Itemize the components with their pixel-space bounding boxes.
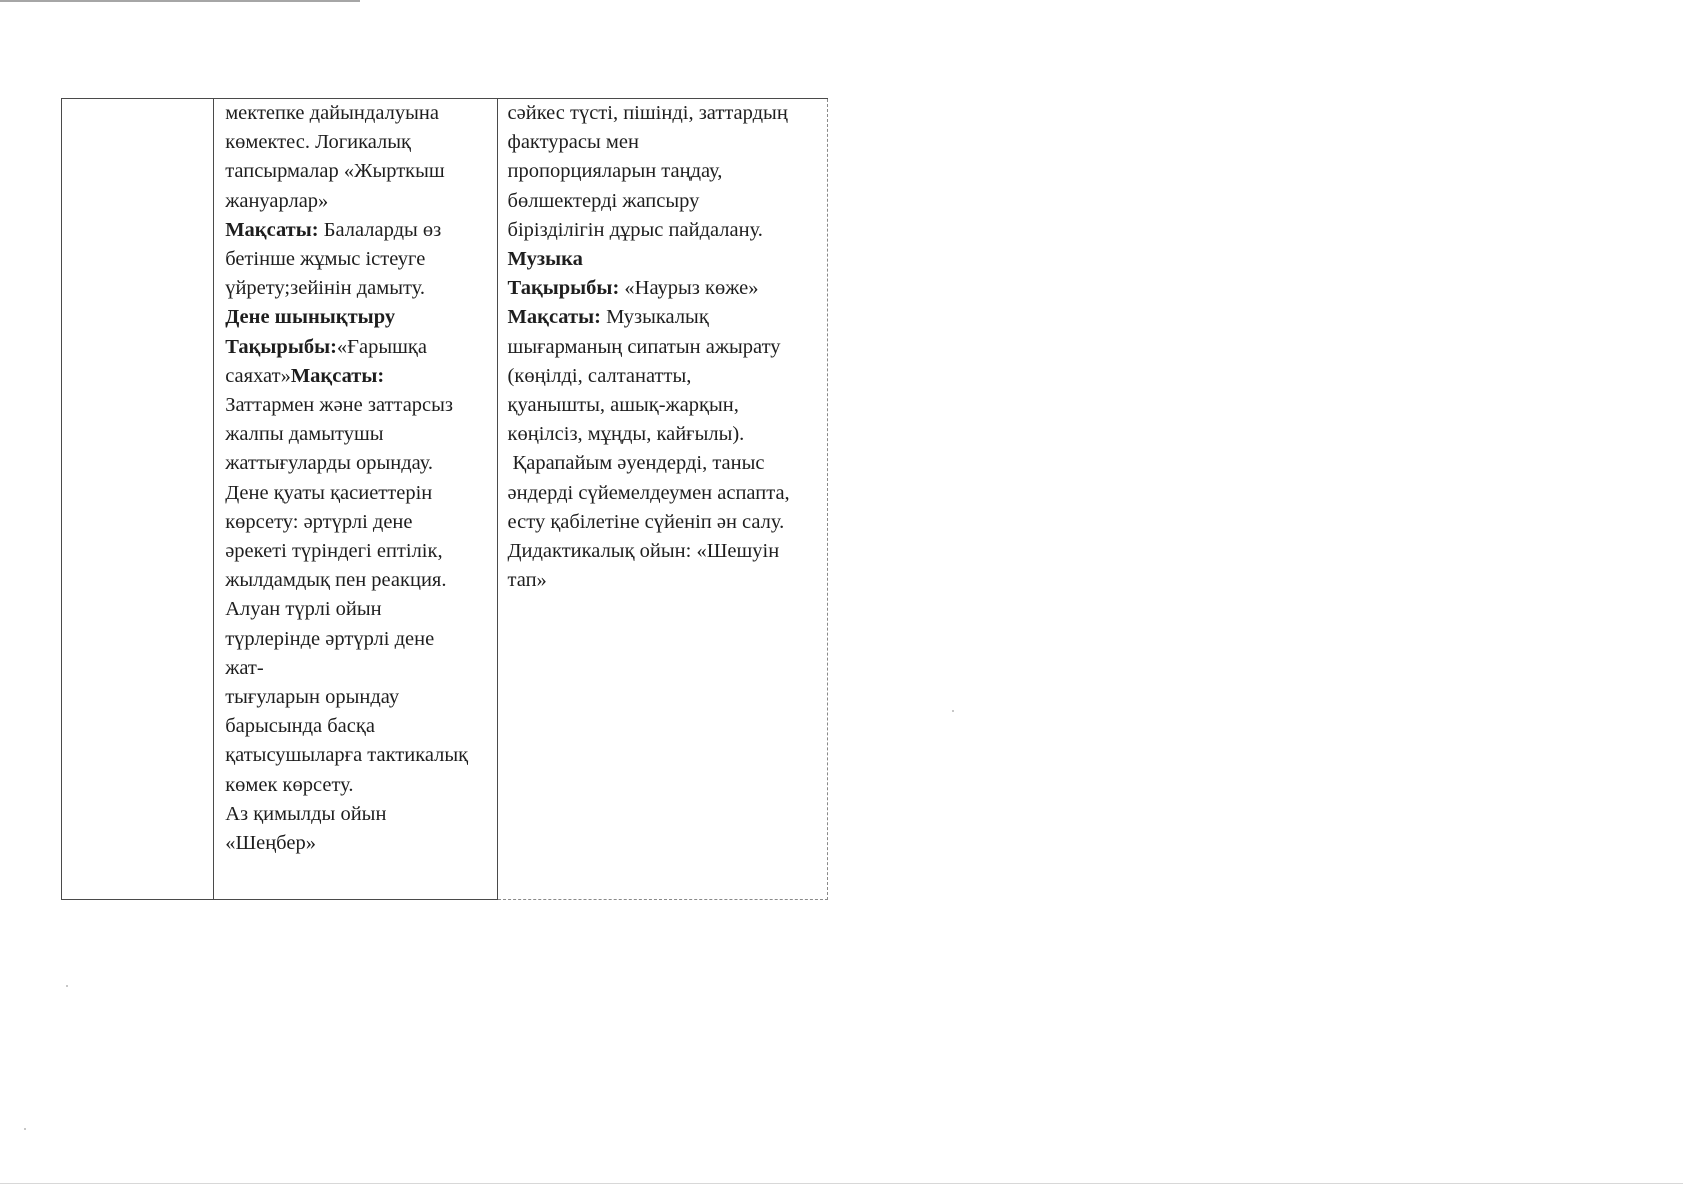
text-line [225,625,492,654]
scan-edge-top [0,0,360,2]
text-line [225,128,492,157]
text-line [225,741,492,770]
text-line [225,391,492,420]
text-fragment: көңілсіз, мұңды, кайғылы). [507,423,745,446]
text-line [225,508,492,537]
text-fragment: Дене қуаты қасиеттерін [225,481,433,504]
text-line [225,362,492,391]
text-line [508,566,825,595]
text-fragment: Қарапайым әуендерді, таныс [512,452,765,475]
text-fragment: пропорцияларын таңдау, [507,160,723,183]
bold-label: Мақсаты: [507,306,601,329]
text-line [508,216,825,245]
music-cell [497,99,827,900]
text-line [225,245,492,274]
text-line [508,245,825,274]
bold-label: Мақсаты: [290,364,385,387]
text-fragment: қуанышты, ашық-жарқын, [507,394,739,417]
text-fragment: жалпы дамытушы [225,423,384,446]
bold-label: Дене шынықтыру [225,306,396,329]
text-fragment: Дидактикалық ойын: «Шешуін [507,540,780,563]
column3-text [498,99,827,595]
table-row [62,99,828,900]
text-fragment: (көңілді, салтанатты, [507,364,692,387]
text-line [225,479,492,508]
text-line [225,654,492,683]
text-line [225,157,492,186]
text-fragment: шығарманың сипатын ажырату [507,335,781,358]
text-fragment: жылдамдық пен реакция. [225,569,447,592]
text-line [225,566,492,595]
scan-speck [66,985,68,987]
text-line [508,187,825,216]
scan-edge-bottom [0,1183,1683,1184]
physical-education-cell [214,99,497,900]
text-fragment: мектепке дайындалуына [225,102,439,124]
bold-label: Мақсаты: [225,218,319,241]
text-line [225,99,492,128]
text-fragment: бетінше жұмыс істеуге [225,248,426,271]
text-fragment: көмек көрсету. [225,773,354,796]
text-fragment: есту қабілетіне сүйеніп ән салу. [507,510,785,533]
bold-label: Музыка [507,248,583,271]
text-fragment: бөлшектерді жапсыру [507,189,700,212]
text-line [508,508,825,537]
text-line [508,157,825,186]
text-fragment: Заттармен және заттарсыз [225,394,454,417]
text-line [225,771,492,800]
text-fragment: әрекеті түріндегі ептілік, [225,540,443,563]
text-line [508,391,825,420]
text-fragment: жаттығуларды орындау. [225,452,434,475]
text-line [225,274,492,303]
text-line [508,128,825,157]
text-line [508,420,825,449]
text-line [508,362,825,391]
text-fragment: бірізділігін дұрыс пайдалану. [507,218,763,241]
text-line [508,303,825,332]
text-fragment: көрсету: әртүрлі дене [225,510,413,533]
text-line [508,99,825,128]
text-fragment: жануарлар» [225,189,329,212]
text-line [225,303,492,332]
text-fragment: Аз қимылды ойын [225,802,387,825]
text-line [225,216,492,245]
text-line [225,420,492,449]
text-fragment: Музыкалық [600,306,709,329]
text-line [508,479,825,508]
text-line [508,333,825,362]
text-fragment: қатысушыларға тактикалық [225,744,469,767]
text-fragment: «Шеңбер» [225,832,316,855]
bold-label: Тақырыбы: [507,277,620,300]
text-fragment: тапсырмалар «Жырткыш [225,160,445,183]
text-fragment: жат- [225,656,264,679]
text-line [508,537,825,566]
text-fragment: «Наурыз көже» [619,277,759,300]
text-fragment: әндерді сүйемелдеумен аспапта, [507,481,790,504]
text-line [225,537,492,566]
text-fragment: көмектес. Логикалық [225,131,411,154]
column2-text [214,99,496,858]
text-fragment: тығуларын орындау [225,686,400,709]
text-fragment: барысында басқа [225,715,375,738]
text-line [225,683,492,712]
text-fragment: Алуан түрлі ойын [225,598,382,621]
text-line [225,333,492,362]
text-fragment: түрлерінде әртүрлі дене [225,627,435,650]
text-line [225,595,492,624]
text-fragment: тап» [507,569,547,592]
document-table [61,98,828,900]
text-fragment: Балаларды өз [318,218,442,241]
text-line [225,800,492,829]
text-fragment: үйрету;зейінін дамыту. [225,277,426,300]
text-line [508,449,825,478]
text-line [225,829,492,858]
text-fragment: сәйкес түсті, пішінді, заттардың [507,102,788,124]
text-line [225,712,492,741]
scan-speck [952,710,954,712]
scan-speck [24,1128,26,1130]
text-fragment: «Ғарышқа [336,335,427,358]
text-fragment: фактурасы мен [507,131,639,154]
text-line [225,187,492,216]
text-line [508,274,825,303]
bold-label: Тақырыбы: [225,335,337,358]
text-line [225,449,492,478]
text-fragment: саяхат» [225,364,291,387]
empty-cell [62,99,214,900]
